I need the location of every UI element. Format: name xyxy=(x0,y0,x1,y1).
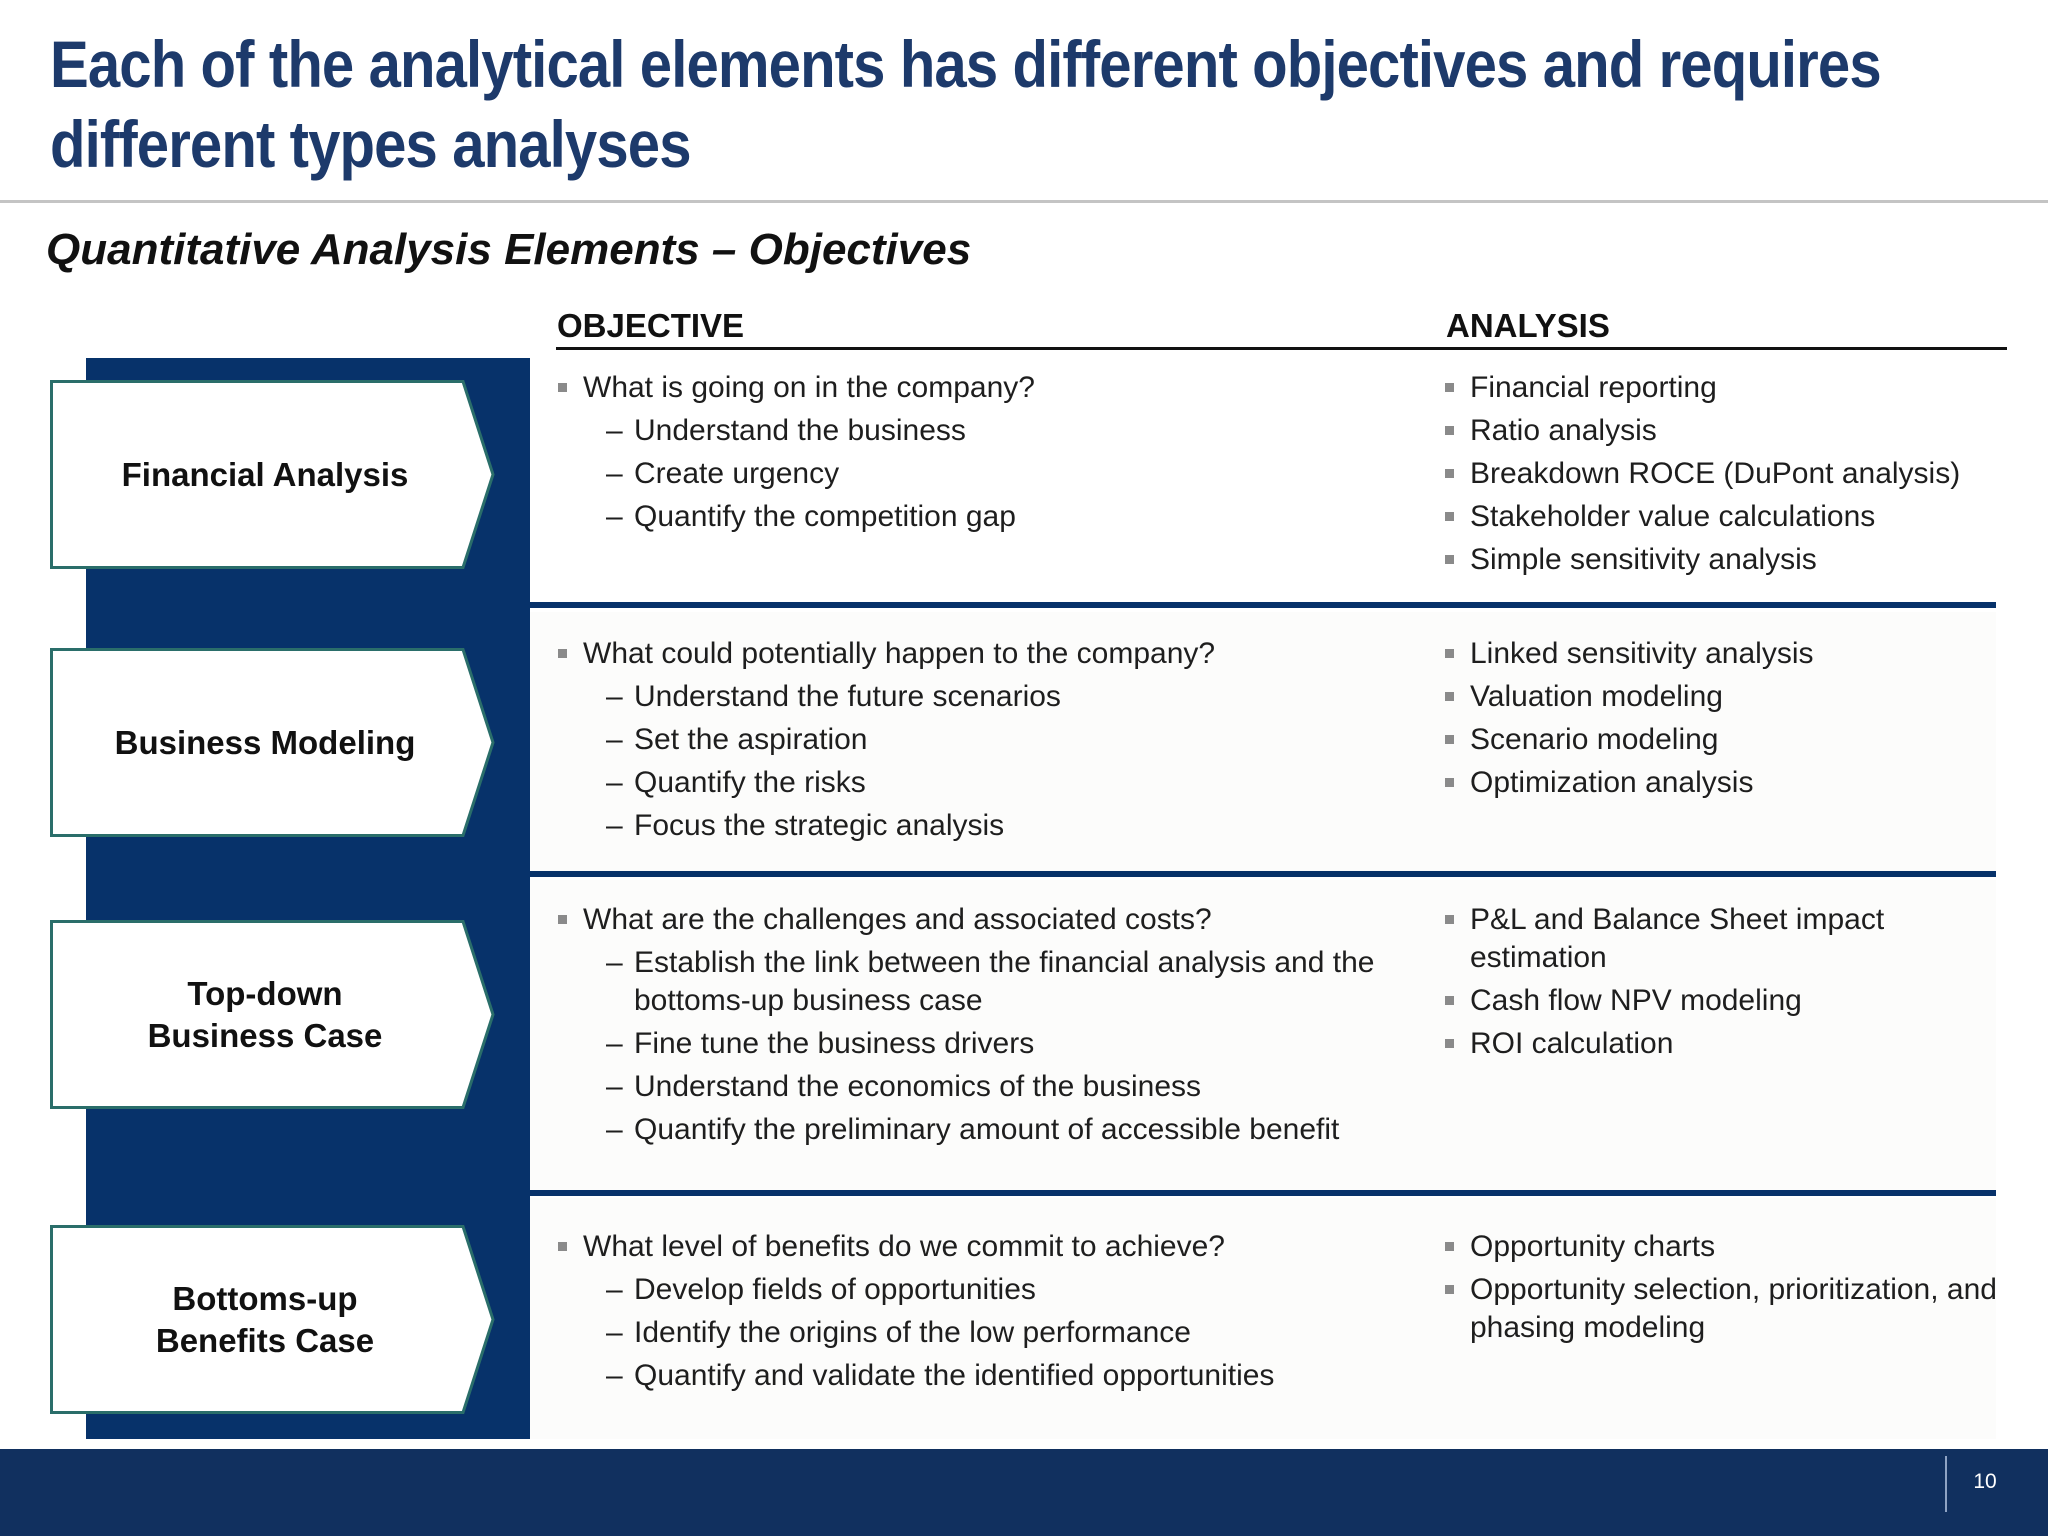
header-divider xyxy=(556,347,2007,350)
objective-item: – Set the aspiration xyxy=(556,721,1436,759)
analysis-item: Breakdown ROCE (DuPont analysis) xyxy=(1443,455,2003,493)
objective-item: – Quantify the risks xyxy=(556,764,1436,802)
analysis-cell-2 xyxy=(1443,635,2003,807)
analysis-item: Ratio analysis xyxy=(1443,412,2003,450)
analysis-cell-4 xyxy=(1443,1228,2003,1352)
objective-cell-1 xyxy=(556,369,1436,541)
row-label: Top-down Business Case xyxy=(147,974,383,1054)
analysis-item: Opportunity charts xyxy=(1443,1228,2003,1266)
analysis-item: Scenario modeling xyxy=(1443,721,2003,759)
footer-bar xyxy=(0,1449,2048,1536)
objective-question: What level of benefits do we commit to achieve? xyxy=(556,1228,1436,1266)
footer-divider xyxy=(1945,1456,1947,1512)
objective-question: What are the challenges and associated costs? xyxy=(556,901,1436,939)
analysis-item: ROI calculation xyxy=(1443,1025,2003,1063)
objective-cell-2 xyxy=(556,635,1436,850)
title-divider xyxy=(0,200,2048,203)
objective-item: – Fine tune the business drivers xyxy=(556,1025,1436,1063)
slide-title: Each of the analytical elements has different objectives and requires different types analyses xyxy=(50,27,1881,181)
chevron-top-down-business-case xyxy=(50,920,495,1109)
row-label: Business Modeling xyxy=(114,723,416,761)
analysis-item: Opportunity selection, prioritization, and phasing modeling xyxy=(1443,1271,2003,1347)
analysis-item: Cash flow NPV modeling xyxy=(1443,982,2003,1020)
objective-item: – Develop fields of opportunities xyxy=(556,1271,1436,1309)
row-label: Financial Analysis xyxy=(121,455,409,493)
objective-item: – Establish the link between the financial analysis and the bottoms-up business case xyxy=(556,944,1436,1020)
objective-question: What could potentially happen to the company? xyxy=(556,635,1436,673)
analysis-item: P&L and Balance Sheet impact estimation xyxy=(1443,901,2003,977)
chevron-business-modeling xyxy=(50,648,495,837)
row-label: Bottoms-up Benefits Case xyxy=(155,1279,375,1359)
objective-question: What is going on in the company? xyxy=(556,369,1436,407)
objective-cell-4 xyxy=(556,1228,1436,1400)
analysis-item: Financial reporting xyxy=(1443,369,2003,407)
analysis-item: Valuation modeling xyxy=(1443,678,2003,716)
analysis-item: Stakeholder value calculations xyxy=(1443,498,2003,536)
objective-item: – Understand the business xyxy=(556,412,1436,450)
objective-item: – Focus the strategic analysis xyxy=(556,807,1436,845)
chevron-bottoms-up-benefits-case xyxy=(50,1225,495,1414)
slide-subtitle: Quantitative Analysis Elements – Objectives xyxy=(46,225,972,274)
objective-cell-3 xyxy=(556,901,1436,1154)
analysis-item: Optimization analysis xyxy=(1443,764,2003,802)
objective-item: – Quantify the competition gap xyxy=(556,498,1436,536)
row-divider-2 xyxy=(530,871,1996,877)
objective-item: – Create urgency xyxy=(556,455,1436,493)
row-divider-3 xyxy=(530,1190,1996,1196)
objective-item: – Quantify the preliminary amount of accessible benefit xyxy=(556,1111,1436,1149)
objective-item: – Understand the future scenarios xyxy=(556,678,1436,716)
objective-item: – Quantify and validate the identified opportunities xyxy=(556,1357,1436,1395)
analysis-item: Linked sensitivity analysis xyxy=(1443,635,2003,673)
objective-item: – Understand the economics of the business xyxy=(556,1068,1436,1106)
analysis-item: Simple sensitivity analysis xyxy=(1443,541,2003,579)
objective-item: – Identify the origins of the low performance xyxy=(556,1314,1436,1352)
page-number: 10 xyxy=(1973,1470,1997,1493)
analysis-cell-1 xyxy=(1443,369,2003,584)
analysis-cell-3 xyxy=(1443,901,2003,1068)
analysis-column-header: ANALYSIS xyxy=(1446,307,1610,344)
row-divider-1 xyxy=(530,602,1996,608)
objective-column-header: OBJECTIVE xyxy=(557,307,745,344)
chevron-financial-analysis xyxy=(50,380,495,569)
